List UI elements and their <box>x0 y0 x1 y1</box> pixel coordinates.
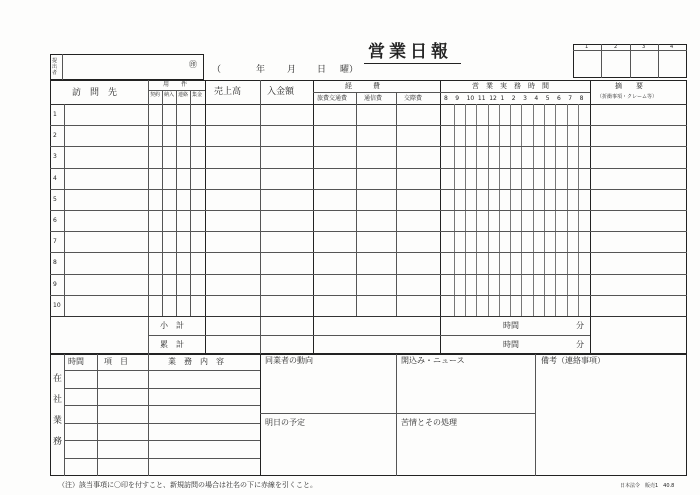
expense-telecom: 通信費 <box>364 95 383 102</box>
hour-label: 1 <box>500 95 505 102</box>
office-col-item: 項 目 <box>104 357 128 366</box>
row-line <box>50 168 687 169</box>
approval-col-3: 3 <box>642 44 646 50</box>
office-col-content: 業 務 内 容 <box>168 357 224 366</box>
hour-label: 6 <box>557 95 561 102</box>
reporter-box <box>50 54 204 80</box>
office-row-line <box>64 440 260 441</box>
hour-label: 3 <box>523 95 527 102</box>
total-minute-label: 分 <box>576 340 584 349</box>
remarks-sub: （折衝事項・クレーム等） <box>597 94 658 100</box>
row-number: 7 <box>53 238 57 246</box>
col-expense: 経 費 <box>345 82 380 90</box>
expense-travel: 旅費交通費 <box>317 95 348 102</box>
side-label-2: 社 <box>53 395 63 405</box>
row-line <box>50 295 687 296</box>
row-number: 1 <box>53 111 57 118</box>
subtotal-time-label: 時間 <box>503 321 519 330</box>
col-remarks: 摘 要 <box>615 82 643 90</box>
subtotal-label: 小 計 <box>160 321 184 330</box>
purpose-delivery: 納入 <box>164 92 175 98</box>
date-month: 月 <box>287 65 297 75</box>
hour-label: 8 <box>579 95 584 102</box>
date-weekday: 曜） <box>340 65 359 75</box>
total-label: 累 計 <box>160 340 184 349</box>
hour-label: 5 <box>545 95 550 102</box>
row-number: 5 <box>53 195 57 203</box>
hour-label: 8 <box>444 95 448 102</box>
expense-entertainment: 交際費 <box>404 95 423 102</box>
purpose-contact: 連絡 <box>178 92 189 98</box>
publisher-mark: 日本法令 販売1 40.8 <box>620 483 675 489</box>
footer-note: （注）該当事項に〇印を付すこと、新規訪問の場合は社名の下に赤線を引くこと。 <box>58 481 317 489</box>
date-open: （ <box>212 65 222 75</box>
office-row-line <box>64 423 260 424</box>
reporter-divider <box>62 54 63 80</box>
competitor-label: 同業者の動向 <box>265 356 313 365</box>
approval-col-2: 2 <box>614 44 618 50</box>
office-row-line <box>64 405 260 406</box>
row-number: 8 <box>53 259 57 267</box>
row-line <box>50 125 687 126</box>
row-number: 4 <box>53 174 57 182</box>
hour-label: 7 <box>568 95 573 102</box>
approval-col-1: 1 <box>585 44 589 50</box>
hour-label: 11 <box>477 95 486 102</box>
approval-col-4: 4 <box>670 44 674 50</box>
total-time-label: 時間 <box>503 340 519 349</box>
visit-table <box>50 80 687 354</box>
row-line <box>50 274 687 275</box>
col-purpose: 用 件 <box>163 81 188 88</box>
col-visit: 訪 問 先 <box>72 88 118 98</box>
row-line <box>50 252 687 253</box>
next-plan-label: 明日の予定 <box>265 418 305 427</box>
row-line <box>50 210 687 211</box>
row-number: 9 <box>53 280 57 288</box>
row-number: 3 <box>53 153 57 161</box>
subtotal-minute-label: 分 <box>576 321 584 330</box>
office-col-time: 時間 <box>68 357 84 366</box>
row-number: 2 <box>53 132 57 140</box>
date-year: 年 <box>256 65 266 75</box>
row-number: 10 <box>53 301 61 309</box>
page-title: 営業日報 <box>368 42 452 62</box>
complaints-label: 苦情とその処理 <box>401 418 457 427</box>
hour-label: 4 <box>534 95 539 102</box>
side-label-1: 在 <box>53 374 63 384</box>
side-label-3: 業 <box>53 416 63 426</box>
side-label-4: 務 <box>53 437 63 447</box>
office-row-line <box>64 388 260 389</box>
purpose-contract: 契約 <box>150 92 161 98</box>
date-day: 日 <box>317 65 327 75</box>
row-line <box>50 231 687 232</box>
purpose-collection: 集金 <box>192 92 203 98</box>
row-line <box>50 189 687 190</box>
hour-label: 2 <box>511 95 516 102</box>
title-underline <box>364 63 461 64</box>
col-sales: 売上高 <box>214 87 242 97</box>
hour-label: 9 <box>455 95 460 102</box>
row-number: 6 <box>53 217 57 224</box>
hour-label: 12 <box>489 95 497 102</box>
prospects-label: 開込み・ニュース <box>401 356 465 365</box>
row-line <box>50 146 687 147</box>
hour-label: 10 <box>466 95 475 102</box>
remarks-label: 備考（連絡事項） <box>541 356 605 365</box>
col-receipt: 入金額 <box>267 87 295 97</box>
seal-mark: ㊞ <box>189 60 197 69</box>
col-time: 営 業 実 務 時 間 <box>472 82 549 90</box>
reporter-label: 提出者 <box>52 58 58 76</box>
office-row-line <box>64 458 260 459</box>
